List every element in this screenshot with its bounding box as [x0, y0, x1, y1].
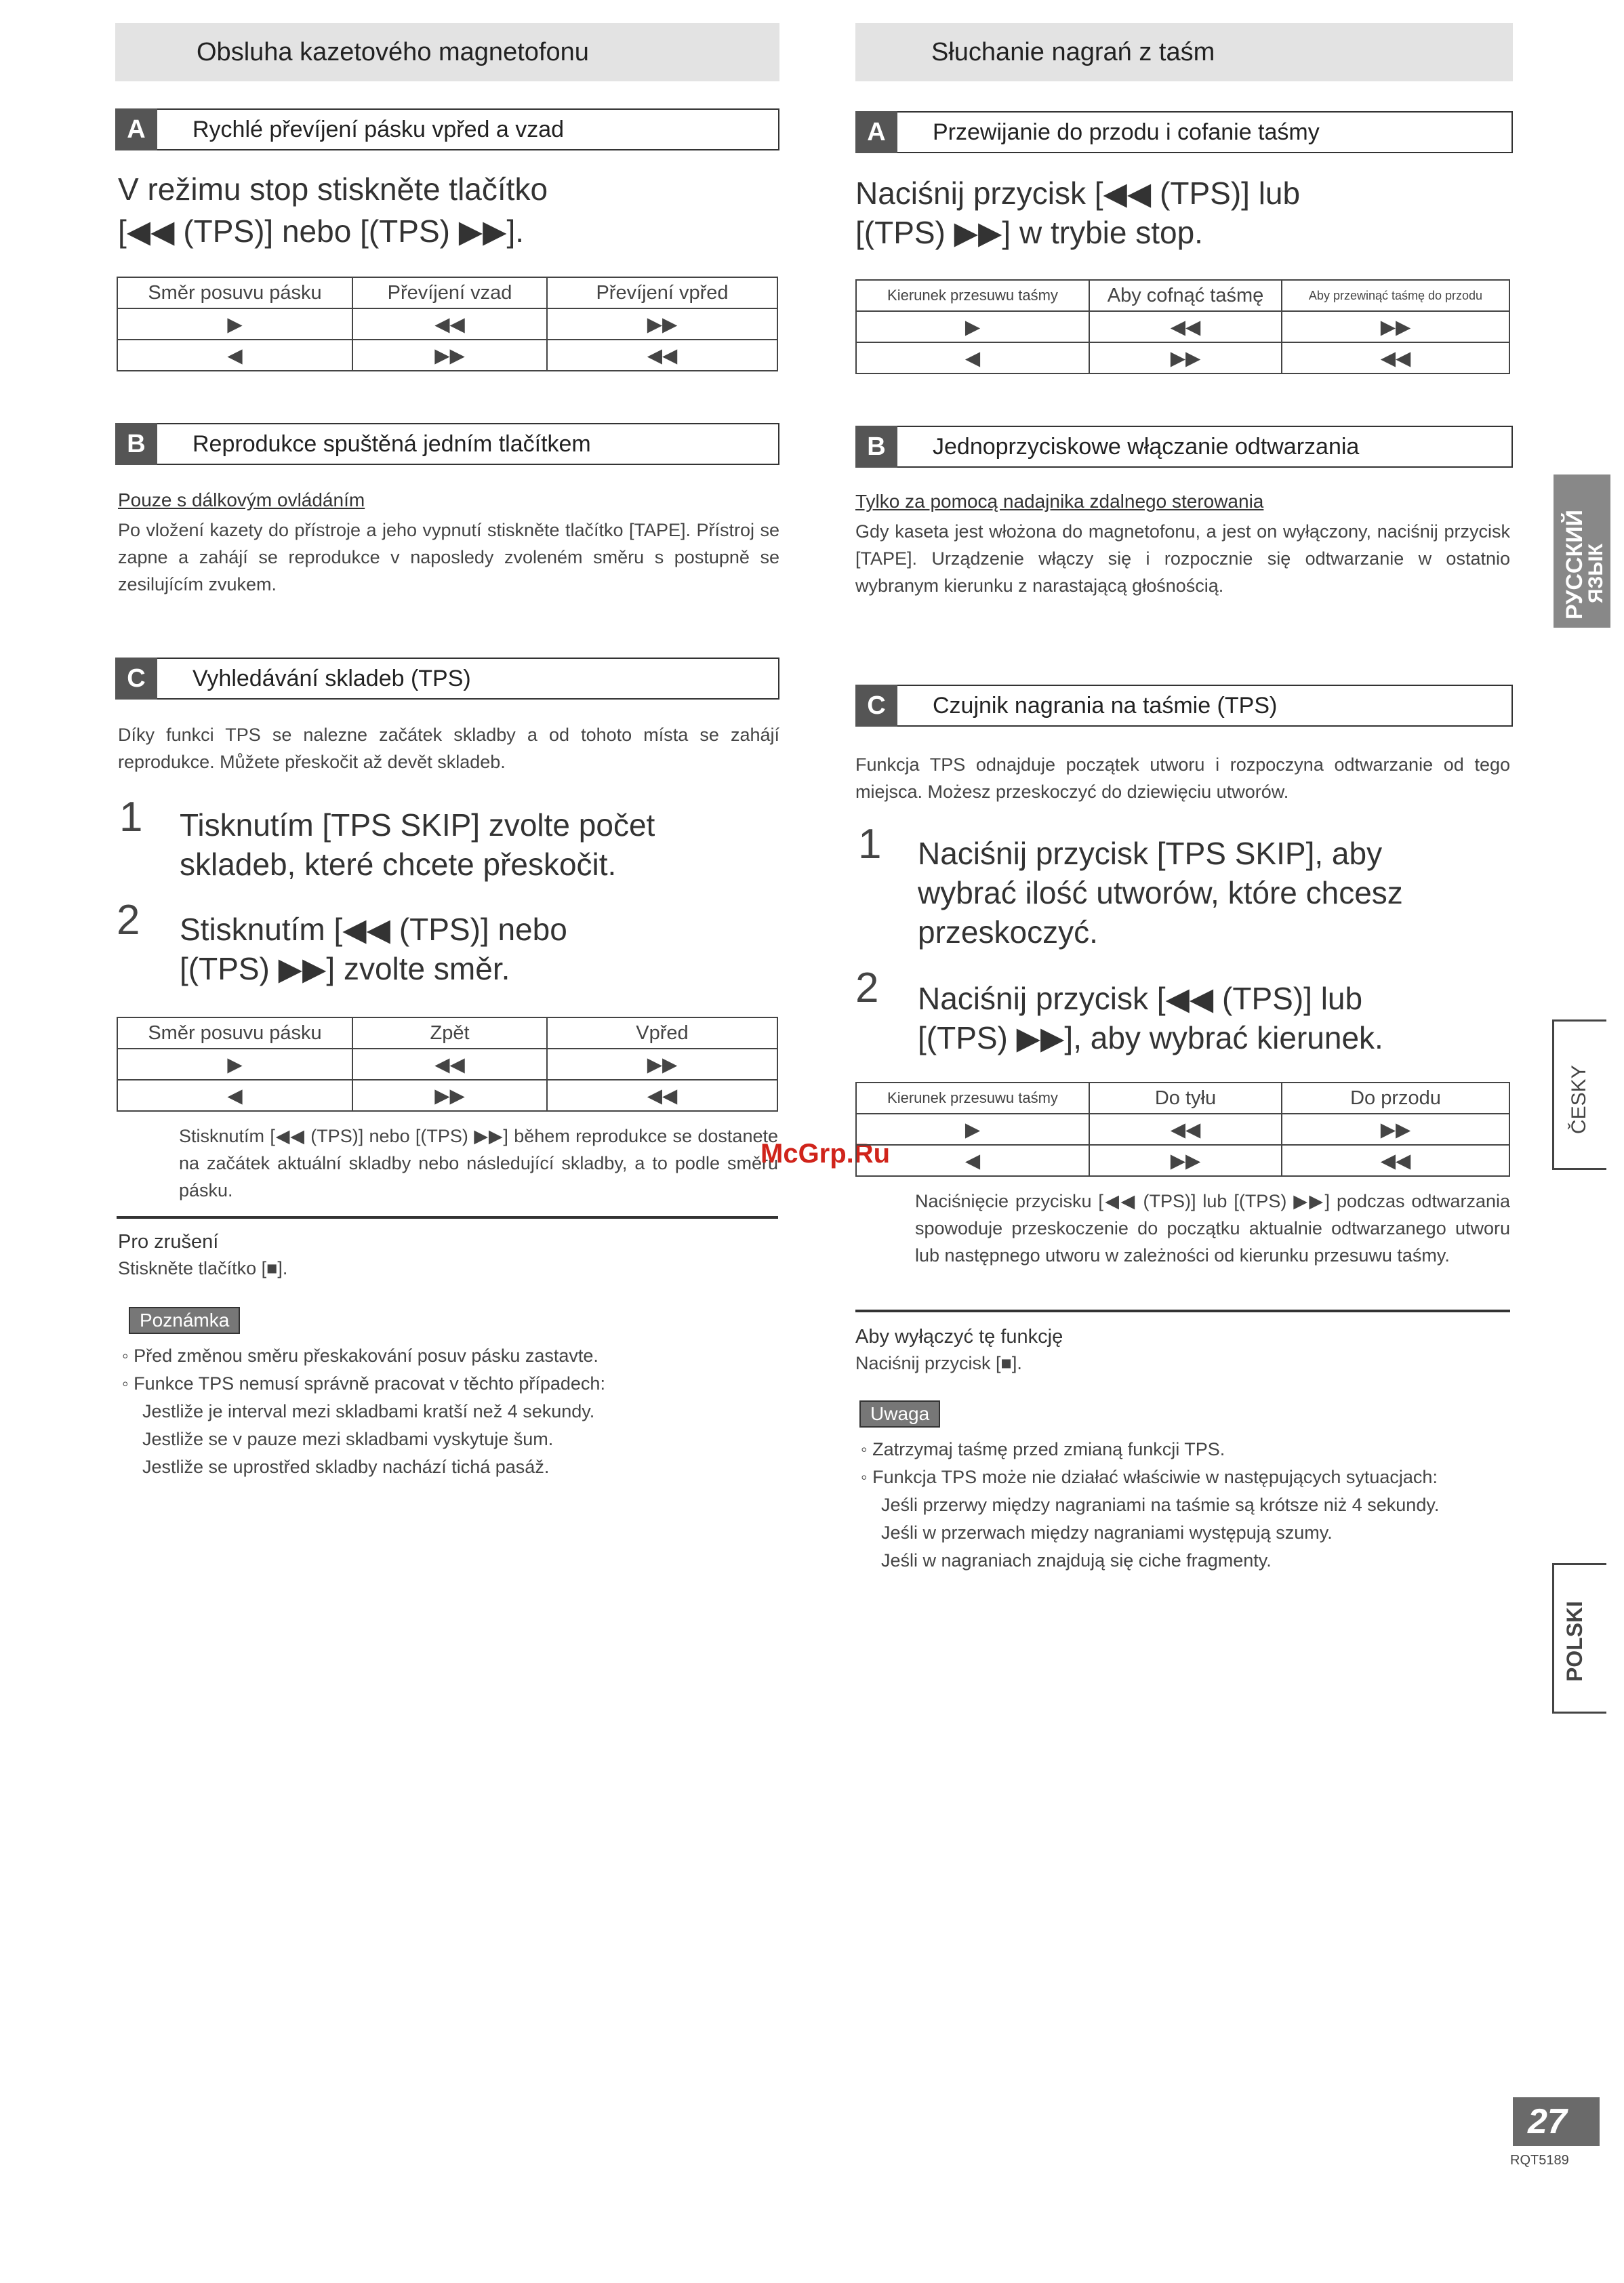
section-title: Rychlé převíjení pásku vpřed a vzad	[192, 117, 565, 142]
list-item: ◦ Funkcja TPS może nie działać właściwie w następujących sytuacjach:	[861, 1463, 1511, 1491]
right-instruction-line-1: Naciśnij przycisk [◀◀ (TPS)] lub	[855, 176, 1301, 211]
right-section-a-header	[855, 111, 1513, 153]
russian-tab-line-1: РУССКИЙ	[1562, 509, 1587, 620]
table-header-cell: Směr posuvu pásku	[117, 1017, 352, 1049]
russian-language-tab	[1554, 474, 1610, 628]
left-cancel-text: Stiskněte tlačítko [■].	[118, 1258, 288, 1278]
step-2-line-1: Naciśnij przycisk [◀◀ (TPS)] lub	[918, 981, 1363, 1016]
page-number: 27	[1528, 2102, 1567, 2141]
right-page-header	[855, 23, 1513, 81]
step-number: 2	[117, 897, 140, 944]
table-header-cell: Vpřed	[547, 1017, 777, 1049]
list-item: ◦ Před změnou směru přeskakování posuv pásku zastavte.	[122, 1342, 732, 1370]
step-2-line-2: [(TPS) ▶▶] zvolte směr.	[180, 951, 510, 986]
left-header-text: Obsluha kazetového magnetofonu	[197, 38, 589, 66]
list-item: Jestliže se v pauze mezi skladbami vyskytuje šum.	[142, 1429, 554, 1449]
right-cancel-text: Naciśnij przycisk [■].	[855, 1353, 1022, 1373]
left-cancel-title: Pro zrušení	[118, 1231, 219, 1253]
right-section-b-header	[855, 426, 1513, 468]
step-2-line-2: [(TPS) ▶▶], aby wybrać kierunek.	[918, 1020, 1383, 1055]
table-cell: ◀◀	[547, 1080, 777, 1111]
table-header-cell: Kierunek przesuwu taśmy	[856, 1083, 1089, 1114]
table-header-cell: Aby przewinąć taśmę do przodu	[1282, 280, 1509, 311]
table-header-cell: Směr posuvu pásku	[117, 277, 352, 308]
right-tps-direction-table	[855, 1082, 1510, 1177]
section-c-badge: C	[115, 658, 157, 700]
left-instruction-line-2: [◀◀ (TPS)] nebo [(TPS) ▶▶].	[118, 214, 525, 249]
section-title: Vyhledávání skladeb (TPS)	[192, 666, 471, 691]
polish-tab-label: POLSKI	[1562, 1600, 1587, 1682]
table-cell: ▶▶	[352, 340, 547, 371]
table-cell: ◀◀	[547, 340, 777, 371]
table-cell: ◀	[117, 1080, 352, 1111]
table-header-cell: Převíjení vzad	[352, 277, 547, 308]
table-cell: ▶	[856, 1114, 1089, 1145]
table-cell: ◀◀	[1282, 342, 1509, 373]
list-item: ◦ Funkce TPS nemusí správně pracovat v těchto případech:	[122, 1370, 732, 1398]
step-1-line-1: Naciśnij przycisk [TPS SKIP], aby	[918, 836, 1383, 871]
czech-tab-label: ČESKY	[1568, 1065, 1590, 1134]
step-number: 2	[855, 965, 879, 1011]
table-header-cell: Kierunek przesuwu taśmy	[856, 280, 1089, 311]
table-cell: ▶▶	[547, 1049, 777, 1080]
step-1-line-2: skladeb, které chcete přeskočit.	[180, 847, 617, 882]
table-cell: ◀◀	[1282, 1145, 1509, 1176]
list-item: Jestliže se uprostřed skladby nachází tichá pasáž.	[142, 1457, 550, 1477]
table-cell: ◀◀	[352, 1049, 547, 1080]
step-1-line-3: przeskoczyć.	[918, 914, 1098, 950]
polish-language-tab	[1552, 1563, 1606, 1714]
document-code: RQT5189	[1510, 2153, 1569, 2168]
table-cell: ◀◀	[1089, 1114, 1282, 1145]
russian-tab-line-2: ЯЗЫК	[1585, 543, 1607, 603]
right-after-table-text: Naciśnięcie przycisku [◀◀ (TPS)] lub [(TPS) ▶▶] podczas odtwarzania spowoduje przeskoczenie do początku aktualnie odtwarzanego utworu lub następnego utworu w zależności od kierunku przesuwu taśmy.	[915, 1191, 1510, 1266]
table-cell: ◀◀	[1089, 311, 1282, 342]
right-note-badge: Uwaga	[859, 1400, 940, 1428]
right-cancel-title: Aby wyłączyć tę funkcję	[855, 1326, 1063, 1348]
right-rewind-table	[855, 279, 1510, 374]
left-section-c-header	[115, 658, 779, 700]
table-cell: ▶	[117, 1049, 352, 1080]
table-cell: ▶▶	[1089, 1145, 1282, 1176]
table-cell: ▶▶	[547, 308, 777, 340]
table-cell: ◀	[856, 1145, 1089, 1176]
step-2-line-1: Stisknutím [◀◀ (TPS)] nebo	[180, 912, 567, 947]
table-cell: ◀◀	[352, 308, 547, 340]
section-a-badge: A	[115, 108, 157, 150]
table-cell: ▶▶	[1089, 342, 1282, 373]
table-cell: ▶▶	[1282, 1114, 1509, 1145]
step-1-line-2: wybrać ilość utworów, które chcesz	[918, 875, 1403, 910]
section-title: Reprodukce spuštěná jedním tlačítkem	[192, 431, 591, 457]
left-page-header	[115, 23, 779, 81]
section-c-badge: C	[855, 685, 897, 727]
table-cell: ▶	[856, 311, 1089, 342]
step-number: 1	[119, 794, 143, 841]
left-note-badge: Poznámka	[129, 1307, 240, 1334]
left-section-a-header	[115, 108, 779, 150]
section-title: Czujnik nagrania na taśmie (TPS)	[933, 693, 1278, 719]
table-header-cell: Převíjení vpřed	[547, 277, 777, 308]
list-item: ◦ Zatrzymaj taśmę przed zmianą funkcji TPS.	[861, 1436, 1511, 1463]
list-item: Jeśli w przerwach między nagraniami występują szumy.	[881, 1522, 1333, 1543]
left-tps-direction-table	[117, 1017, 778, 1112]
section-b-badge: B	[115, 423, 157, 465]
left-divider	[117, 1216, 778, 1219]
right-header-text: Słuchanie nagrań z taśm	[931, 38, 1215, 66]
table-header-cell: Zpět	[352, 1017, 547, 1049]
right-section-c-header	[855, 685, 1513, 727]
section-a-badge: A	[855, 111, 897, 153]
table-cell: ◀	[856, 342, 1089, 373]
czech-language-tab	[1552, 1019, 1606, 1170]
list-item: Jeśli w nagraniach znajdują się ciche fragmenty.	[881, 1550, 1272, 1571]
right-notes-list	[861, 1436, 1511, 1575]
left-after-table-text: Stisknutím [◀◀ (TPS)] nebo [(TPS) ▶▶] během reprodukce se dostanete na začátek aktuální skladby nebo následující skladby, a to podle směru pásku.	[179, 1126, 778, 1200]
table-cell: ▶▶	[1282, 311, 1509, 342]
right-instruction-line-2: [(TPS) ▶▶] w trybie stop.	[855, 215, 1203, 250]
left-section-b-header	[115, 423, 779, 465]
left-notes-list	[122, 1342, 732, 1481]
table-header-cell: Do przodu	[1282, 1083, 1509, 1114]
table-cell: ▶▶	[352, 1080, 547, 1111]
watermark: McGrp.Ru	[760, 1139, 891, 1169]
table-header-cell: Do tyłu	[1089, 1083, 1282, 1114]
page-number-box	[1513, 2097, 1600, 2146]
step-number: 1	[858, 821, 882, 868]
right-remote-subhead: Tylko za pomocą nadajnika zdalnego sterowania	[855, 491, 1264, 512]
left-rewind-table	[117, 277, 778, 371]
table-header-cell: Aby cofnąć taśmę	[1089, 280, 1282, 311]
section-title: Przewijanie do przodu i cofanie taśmy	[933, 119, 1320, 145]
section-b-badge: B	[855, 426, 897, 468]
left-remote-subhead: Pouze s dálkovým ovládáním	[118, 489, 365, 510]
section-title: Jednoprzyciskowe włączanie odtwarzania	[933, 434, 1360, 460]
right-divider	[855, 1310, 1510, 1312]
right-one-touch-text: Gdy kaseta jest włożona do magnetofonu, a jest on wyłączony, naciśnij przycisk [TAPE]. Urządzenie włączy się i rozpocznie się odtwarzanie w ostatnio wybranym kierunku z narastającą głośnością.	[855, 521, 1510, 596]
table-cell: ▶	[117, 308, 352, 340]
list-item: Jestliže je interval mezi skladbami kratší než 4 sekundy.	[142, 1401, 595, 1421]
left-instruction-line-1: V režimu stop stiskněte tlačítko	[118, 171, 548, 207]
right-tps-intro: Funkcja TPS odnajduje początek utworu i rozpoczyna odtwarzanie od tego miejsca. Możesz przeskoczyć do dziewięciu utworów.	[855, 754, 1510, 802]
list-item: Jeśli przerwy między nagraniami na taśmie są krótsze niż 4 sekundy.	[881, 1495, 1440, 1515]
table-cell: ◀	[117, 340, 352, 371]
left-tps-intro: Díky funkci TPS se nalezne začátek skladby a od tohoto místa se zahájí reprodukce. Můžete přeskočit až devět skladeb.	[118, 725, 779, 772]
step-1-line-1: Tisknutím [TPS SKIP] zvolte počet	[180, 807, 655, 843]
left-one-touch-text: Po vložení kazety do přístroje a jeho vypnutí stiskněte tlačítko [TAPE]. Přístroj se zapne a zahájí se reprodukce v naposledy zvoleném směru s postupně se zesilujícím zvukem.	[118, 520, 779, 594]
